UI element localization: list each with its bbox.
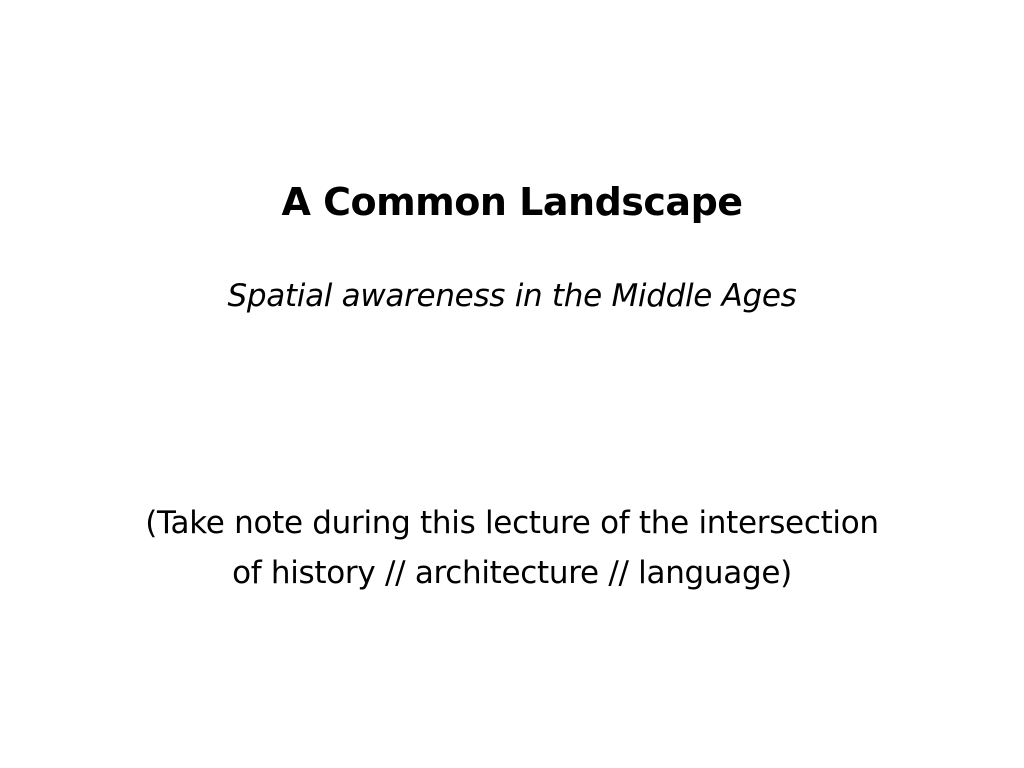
note-line-1: (Take note during this lecture of the intersection — [145, 505, 879, 541]
slide-note — [0, 498, 1024, 598]
slide-subtitle: Spatial awareness in the Middle Ages — [227, 278, 797, 314]
slide-title: A Common Landscape — [281, 180, 743, 224]
note-line-2: of history // architecture // language) — [232, 555, 792, 591]
